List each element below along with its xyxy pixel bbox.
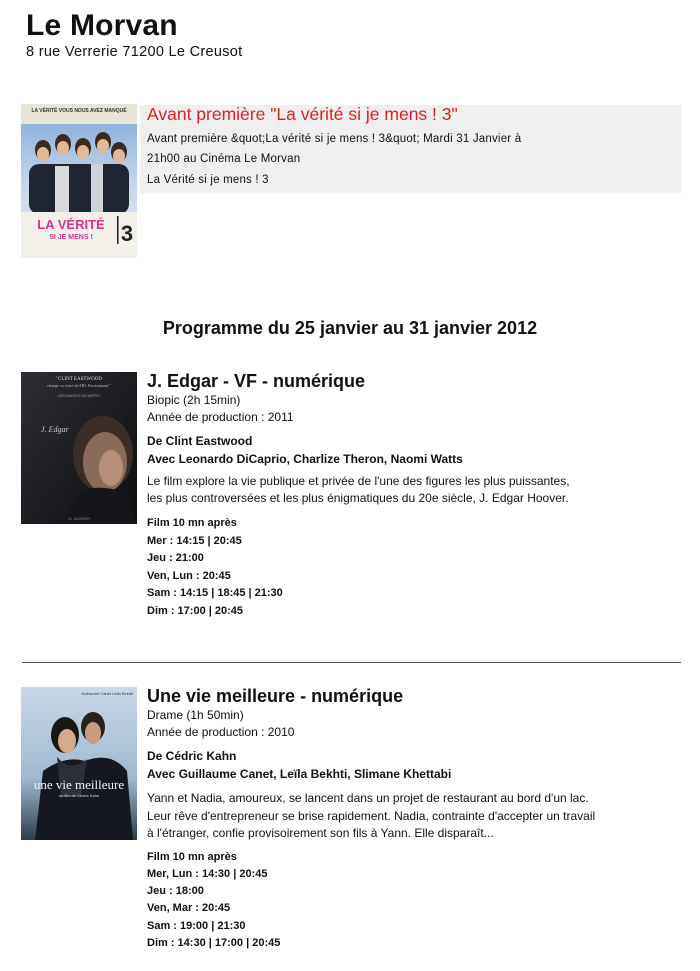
film-title-une-vie-meilleure[interactable]: Une vie meilleure - numérique xyxy=(147,686,404,706)
une-vie-poster-credit: un film de Cédric Kahn xyxy=(58,793,100,798)
promo-line-2: 21h00 au Cinéma Le Morvan xyxy=(147,153,301,165)
film-divider xyxy=(22,662,681,663)
session-row: Mer, Lun : 14:30 | 20:45 xyxy=(147,868,268,880)
programme-title: Programme du 25 janvier au 31 janvier 2012 xyxy=(162,318,538,338)
session-row: Dim : 17:00 | 20:45 xyxy=(147,605,244,617)
film-description-line-2: Leur rêve d'entrepreneur se brise rapidement. Nadia, contrainte d'accepter un travail xyxy=(147,809,596,823)
session-row: Jeu : 18:00 xyxy=(147,885,204,897)
j-edgar-poster-date: 11 JANVIER xyxy=(67,516,91,521)
film-cast: Avec Leonardo DiCaprio, Charlize Theron, Naomi Watts xyxy=(147,452,463,466)
session-row: Sam : 19:00 | 21:30 xyxy=(147,920,246,932)
film-poster-j-edgar[interactable] xyxy=(21,372,137,524)
film-description-line-1: Le film explore la vie publique et privée de l'une des figures les plus puissantes, xyxy=(147,474,570,488)
film-genre: Biopic (2h 15min) xyxy=(147,393,241,407)
promo-poster-number: 3 xyxy=(120,221,134,246)
promo-title[interactable]: Avant première "La vérité si je mens ! 3" xyxy=(147,104,458,124)
film-description-line-3: à l'étranger, confie provisoirement son fils à Yann. Elle disparaît... xyxy=(147,826,494,840)
promo-poster-main-title: LA VÉRITÉ xyxy=(37,217,105,232)
une-vie-poster-actors: Guillaume Canet Leïla Bekhti xyxy=(81,691,133,696)
j-edgar-poster-title: J. Edgar xyxy=(41,425,69,434)
j-edgar-poster-credit: "CLINT EASTWOOD xyxy=(56,377,102,382)
j-edgar-poster-tagline: change sa veste de FBI. Passionnant." xyxy=(47,383,111,388)
film-description-line-2: les plus controversées et les plus énigmatiques du 20e siècle, J. Edgar Hoover. xyxy=(147,491,569,505)
session-row: Jeu : 21:00 xyxy=(147,552,204,564)
film-note: Film 10 mn après xyxy=(147,851,237,863)
session-row: Mer : 14:15 | 20:45 xyxy=(147,535,242,547)
promo-line-1: Avant première &quot;La vérité si je mens ! 3&quot; Mardi 31 Janvier à xyxy=(147,133,522,145)
promo-poster-tagline: LA VÉRITÉ VOUS NOUS AVEZ MANQUÉ xyxy=(31,108,127,114)
session-row: Ven, Mar : 20:45 xyxy=(147,902,231,914)
cinema-name: Le Morvan xyxy=(26,9,178,42)
film-year: Année de production : 2011 xyxy=(147,410,294,424)
film-cast: Avec Guillaume Canet, Leïla Bekhti, Slimane Khettabi xyxy=(147,767,452,781)
j-edgar-poster-actor: LEONARDO DiCAPRIO xyxy=(57,393,101,398)
film-genre: Drame (1h 50min) xyxy=(147,708,244,722)
film-director: De Cédric Kahn xyxy=(147,749,237,763)
session-row: Ven, Lun : 20:45 xyxy=(147,570,231,582)
film-note: Film 10 mn après xyxy=(147,517,237,529)
film-title-j-edgar[interactable]: J. Edgar - VF - numérique xyxy=(147,371,366,391)
film-poster-une-vie-meilleure[interactable] xyxy=(21,687,137,840)
film-description-line-1: Yann et Nadia, amoureux, se lancent dans un projet de restaurant au bord d'un lac. xyxy=(147,791,589,805)
cinema-address: 8 rue Verrerie 71200 Le Creusot xyxy=(26,44,243,60)
promo-poster-sub-title: SI JE MENS ! xyxy=(49,234,93,241)
film-director: De Clint Eastwood xyxy=(147,434,253,448)
promo-line-3: La Vérité si je mens ! 3 xyxy=(147,174,269,186)
session-row: Sam : 14:15 | 18:45 | 21:30 xyxy=(147,587,283,599)
promo-poster[interactable] xyxy=(21,104,137,258)
session-row: Dim : 14:30 | 17:00 | 20:45 xyxy=(147,937,281,949)
film-year: Année de production : 2010 xyxy=(147,725,295,739)
une-vie-poster-title: une vie meilleure xyxy=(33,777,125,792)
